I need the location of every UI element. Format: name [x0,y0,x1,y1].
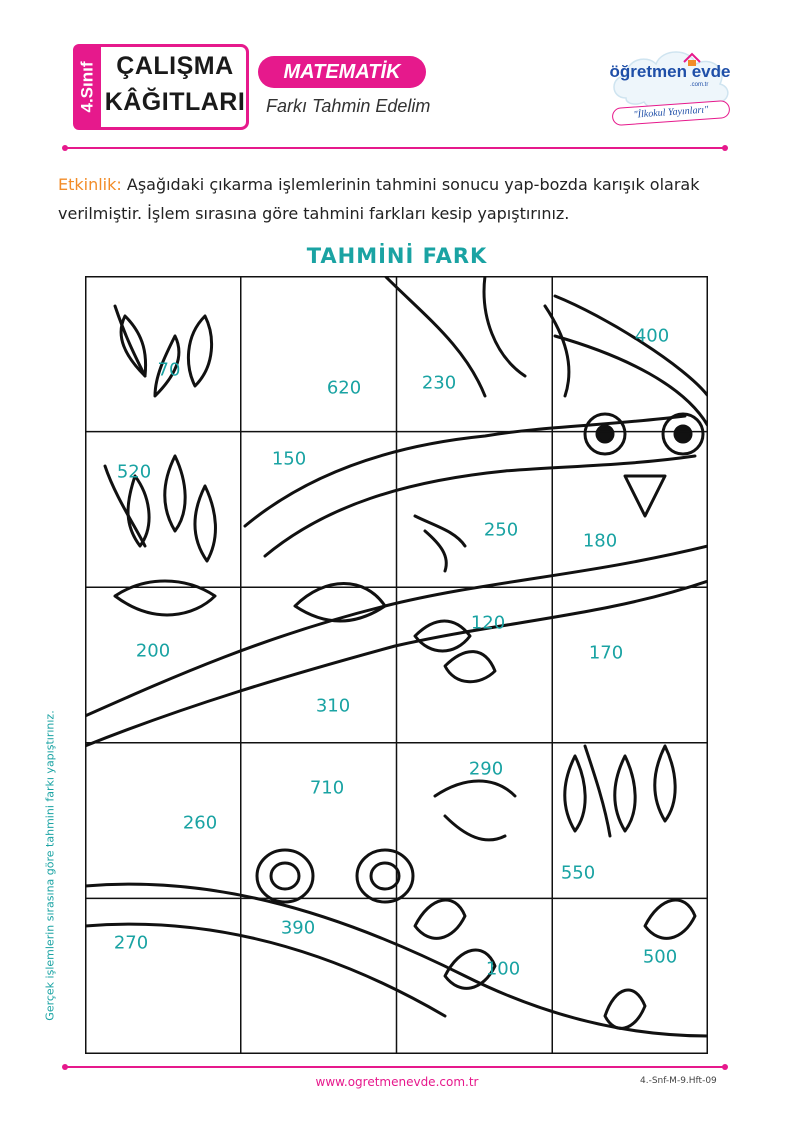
puzzle-piece-number: 70 [157,359,181,381]
puzzle-artwork [85,276,708,1054]
header-divider [65,147,725,149]
puzzle-piece-number: 550 [560,862,596,884]
logo-tagline: "İlkokul Yayınları" [633,104,709,121]
footer-url[interactable]: www.ogretmenevde.com.tr [315,1075,479,1089]
puzzle-title: TAHMİNİ FARK [306,244,488,268]
puzzle-piece-number: 180 [582,530,618,552]
puzzle-piece-number: 520 [116,461,152,483]
instruction [58,170,738,228]
divider-dot [62,1064,68,1070]
puzzle-piece-number: 200 [135,640,171,662]
puzzle-piece-number: 710 [309,777,345,799]
footer-divider [65,1066,725,1068]
puzzle-piece-number: 290 [468,758,504,780]
divider-dot [722,1064,728,1070]
puzzle-piece-number: 310 [315,695,351,717]
grade-label: 4.Sınıf [77,61,97,113]
logo-brand: öğretmen evde [609,62,731,81]
puzzle-piece-number: 250 [483,519,519,541]
side-note: Gerçek işlemlerin sırasına göre tahmini farkı yapıştırınız. [43,709,57,1021]
puzzle-piece-number: 270 [113,932,149,954]
puzzle-piece-number: 390 [280,917,316,939]
puzzle-piece-number: 620 [326,377,362,399]
puzzle-piece-number: 170 [588,642,624,664]
topic-label: Farkı Tahmin Edelim [266,96,431,116]
puzzle-piece-number: 100 [485,958,521,980]
divider-dot [722,145,728,151]
footer-code: 4.-Snf-M-9.Hft-09 [640,1076,717,1086]
publisher-logo [606,40,734,132]
grade-label-wrap [73,44,101,130]
subject-label: MATEMATİK [283,61,401,83]
puzzle-piece-number: 120 [470,612,506,634]
puzzle-grid [85,276,708,1054]
logo-domain: .com.tr [690,82,709,88]
side-note-wrap [35,700,65,1030]
instruction-text: Aşağıdaki çıkarma işlemlerinin tahmini sonucu yap-bozda karışık olarak verilmiştir. İşlem sırasına göre tahmini farkları kesip yapıştırınız. [58,175,700,223]
title-line-1: ÇALIŞMA [116,52,234,80]
puzzle-piece-number: 150 [271,448,307,470]
puzzle-piece-number: 230 [421,372,457,394]
instruction-label: Etkinlik: [58,175,122,194]
divider-dot [62,145,68,151]
puzzle-piece-number: 400 [634,325,670,347]
puzzle-piece-number: 500 [642,946,678,968]
title-line-2: KÂĞITLARI [104,88,246,116]
puzzle-piece-number: 260 [182,812,218,834]
